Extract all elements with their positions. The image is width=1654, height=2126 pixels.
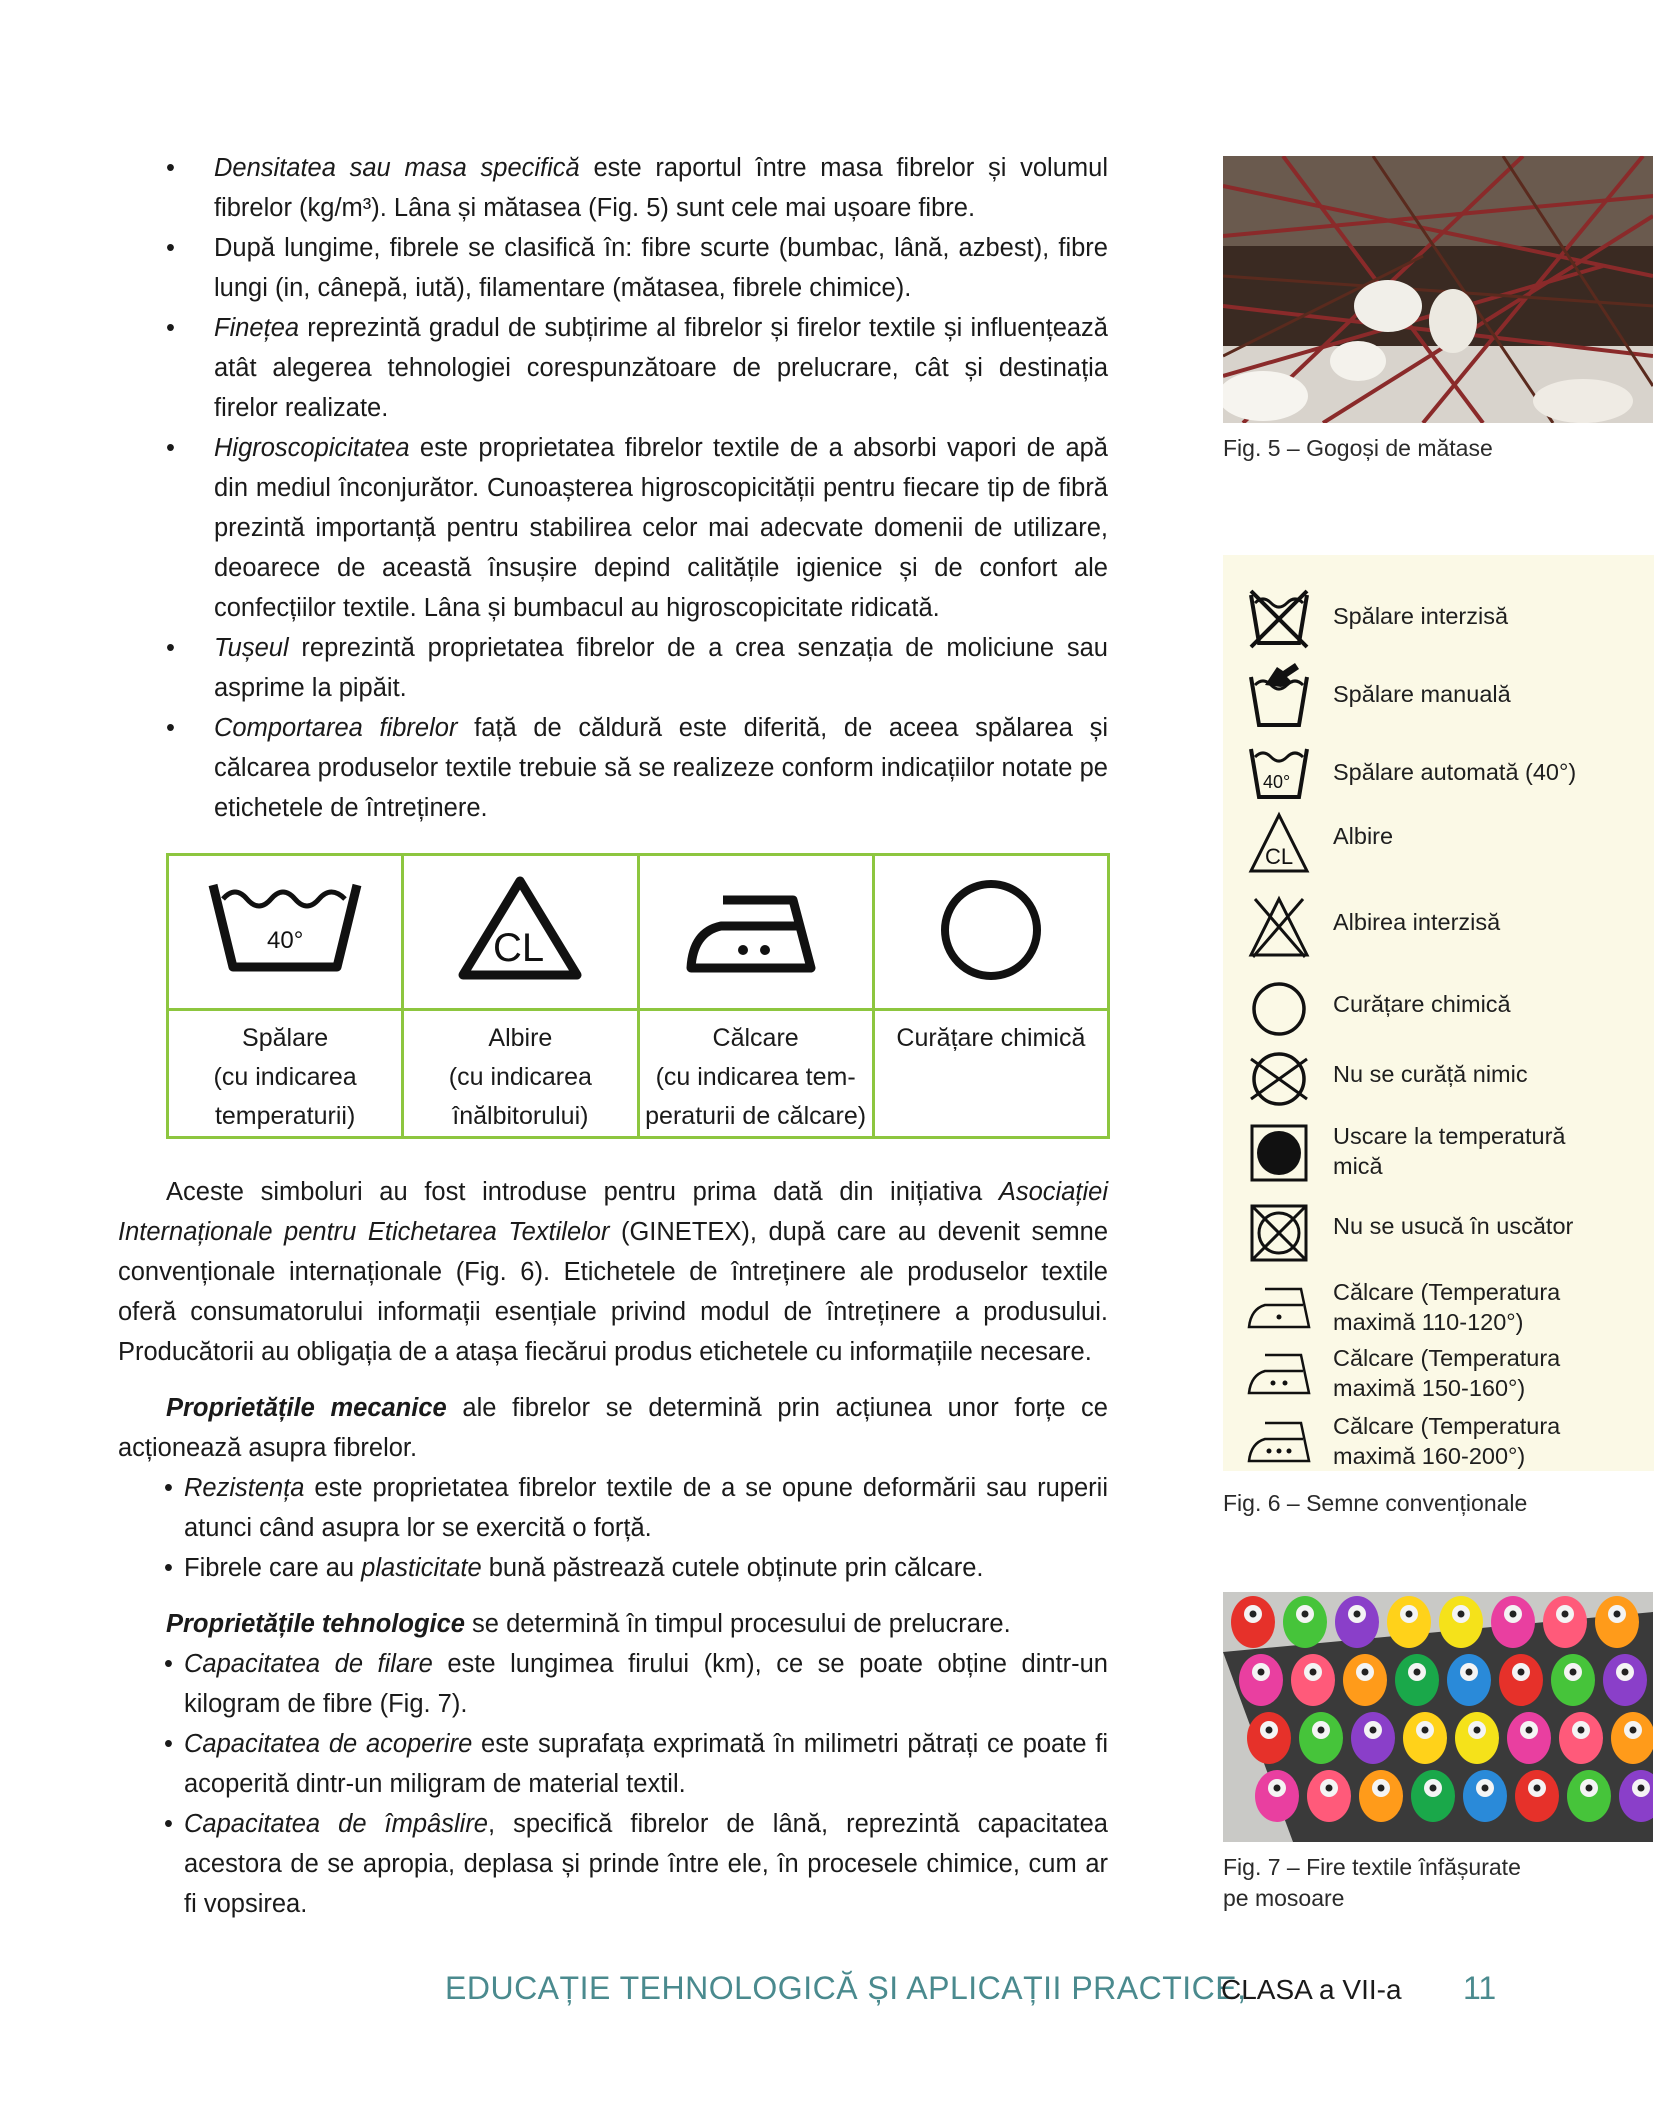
svg-text:40°: 40° (267, 926, 304, 954)
iron-3-dots-icon (1247, 1411, 1311, 1475)
list-item: • Fibrele care au plasticitate bună păstrează cutele obținute prin călcare. (164, 1554, 984, 1582)
wash-symbol-cell (168, 855, 403, 1010)
wash-tub-icon (205, 875, 365, 985)
machine-wash-40-icon (1247, 739, 1311, 803)
tumble-dry-low-icon (1247, 1121, 1311, 1185)
mechanical-title: Proprietățile mecanice (166, 1394, 447, 1422)
bullet-hygroscopicity: • Higroscopicitatea este proprietatea fibrelor textile de a absorbi vapori de apă din mediul înconjurător. Cunoașterea higroscopicității pentru fiecare tip de fibră prezintă importanță pentru stabilirea celor mai adecvate domenii de utilizare, deoarece de această însușire depind calitățile igienice și de confort ale confecțiilor textile. Lâna și bumbacul au higroscopicitate ridicată. (166, 434, 1108, 622)
silk-cocoons-photo (1223, 156, 1653, 423)
bullet-density: • Densitatea sau masa specifică este raportul între masa fibrelor și volumul fibrelor (kg/m³). Lâna și mătasea (Fig. 5) sunt cele mai ușoare fibre. (166, 154, 1108, 222)
care-symbols-table (166, 853, 1110, 1139)
bleach-caption: Albire (cu indicarea înălbitorului) (403, 1010, 638, 1138)
fig6-caption: Fig. 6 – Semne convenționale (1223, 1490, 1528, 1516)
dry-clean-circle-icon (936, 875, 1046, 985)
wash-caption: Spălare (cu indicarea temperaturii) (168, 1010, 403, 1138)
no-dry-clean-icon (1247, 1047, 1311, 1111)
fig7-caption: Fig. 7 – Fire textile înfășurate pe mosoare (1223, 1854, 1521, 1911)
bleach-icon (1247, 811, 1311, 875)
dry-clean-caption: Curățare chimică (873, 1010, 1108, 1138)
technological-title: Proprietățile tehnologice (166, 1610, 465, 1638)
list-item: • Capacitatea de filare este lungimea firului (km), ce se poate obține dintr-un kilogram de fibre (Fig. 7). (164, 1650, 1108, 1718)
list-item: • Rezistența este proprietatea fibrelor textile de a se opune deformării sau ruperii atunci când asupra lor se exercită o forță. (164, 1474, 1108, 1542)
list-item: • Capacitatea de împâslire, specifică fibrelor de lână, reprezintă capacitatea acestora de se apropia, deplasa și prinde între ele, în procesele chimice, cum ar fi vopsirea. (164, 1810, 1108, 1918)
mechanical-properties-section: Proprietățile mecanice ale fibrelor se determină prin acțiunea unor forțe ce acționează asupra fibrelor. • Rezistența este proprietatea fibrelor textile de a se opune deformării sau ruperii atunci când asupra lor se exercită o forță. • Fibrele care au plasticitate bună păstrează cutele obținute prin călcare. (118, 1388, 1108, 1588)
care-symbols-legend: Spălare interzisă Spălare manuală 40° Spălare automată (40°) CL Albire Albirea interzisă Curățare chimică Nu se curăță nimic Uscare la temperatură mică Nu se usucă în uscător Călcare (Temperatura maximă 110-120°) Călcare (Temperatura maximă 150-160°) Călcare (Temperatura maximă 160-200°) (1223, 555, 1654, 1471)
no-bleach-icon (1247, 895, 1311, 959)
svg-text:CL: CL (1265, 844, 1294, 869)
wash-forbidden-icon (1247, 585, 1311, 649)
iron-icon (681, 880, 831, 980)
ginetex-paragraph: Aceste simboluri au fost introduse pentru prima dată din inițiativa Asociației Internaționale pentru Etichetarea Textilelor (GINETEX), după care au devenit semne convenționale internaționale (Fig. 6). Etichetele de întreținere ale produselor textile oferă consumatorului informații esențiale privind modul de întreținere a produsului. Producătorii au obligația de a atașa fiecărui produs etichetele cu informațiile necesare. (118, 1178, 1108, 1366)
page-footer (445, 1970, 1575, 2020)
iron-1-dot-icon (1247, 1277, 1311, 1341)
bullet-fineness: • Finețea reprezintă gradul de subțirime al fibrelor și firelor textile și influențează atât alegerea tehnologiei corespunzătoare de prelucrare, cât și destinația firelor realizate. (166, 314, 1108, 422)
iron-symbol-cell (638, 855, 873, 1010)
main-text-column (118, 148, 1108, 828)
technological-properties-section: Proprietățile tehnologice se determină în timpul procesului de prelucrare. • Capacitatea de filare este lungimea firului (km), ce se poate obține dintr-un kilogram de fibre (Fig. 7). • Capacitatea de acoperire este suprafața exprimată în milimetri pătrați ce poate fi acoperită dintr-un miligram de material textil. • Capacitatea de împâslire, specifică fibrelor de lână, reprezintă capacitatea acestora de se apropia, deplasa și prinde între ele, în procesele chimice, cum ar fi vopsirea. (118, 1604, 1108, 1924)
svg-text:CL: CL (493, 925, 545, 970)
no-tumble-dry-icon (1247, 1201, 1311, 1265)
list-item: • Capacitatea de acoperire este suprafața exprimată în milimetri pătrați ce poate fi acoperită dintr-un miligram de material textil. (164, 1730, 1109, 1798)
dry-clean-symbol-cell (873, 855, 1108, 1010)
thread-spools-photo (1223, 1592, 1653, 1842)
iron-caption: Călcare (cu indicarea tem- peraturii de călcare) (638, 1010, 873, 1138)
fig5-caption: Fig. 5 – Gogoși de mătase (1223, 435, 1493, 461)
hand-wash-icon (1247, 663, 1311, 727)
page-number: 11 (1463, 1970, 1497, 2006)
grade-label: CLASA a VII-a (1221, 1974, 1402, 2005)
iron-2-dots-icon (1247, 1343, 1311, 1407)
dry-clean-icon (1247, 977, 1311, 1041)
bullet-heat-behaviour: • Comportarea fibrelor față de căldură este diferită, de aceea spălarea și călcarea produselor textile trebuie să se realizeze conform indicațiilor notate pe etichetele de întreținere. (166, 714, 1108, 822)
bleach-triangle-icon (455, 875, 585, 985)
bullet-length: • După lungime, fibrele se clasifică în: fibre scurte (bumbac, lână, azbest), fibre lungi (in, cânepă, iută), filamentare (mătasea, fibrele chimice). (166, 234, 1108, 302)
bleach-symbol-cell (403, 855, 638, 1010)
book-title: EDUCAȚIE TEHNOLOGICĂ ȘI APLICAȚII PRACTICE, (445, 1970, 1247, 2006)
bullet-touch: • Tușeul reprezintă proprietatea fibrelor de a crea senzația de moliciune sau asprime la pipăit. (166, 634, 1108, 702)
svg-text:40°: 40° (1263, 772, 1291, 792)
